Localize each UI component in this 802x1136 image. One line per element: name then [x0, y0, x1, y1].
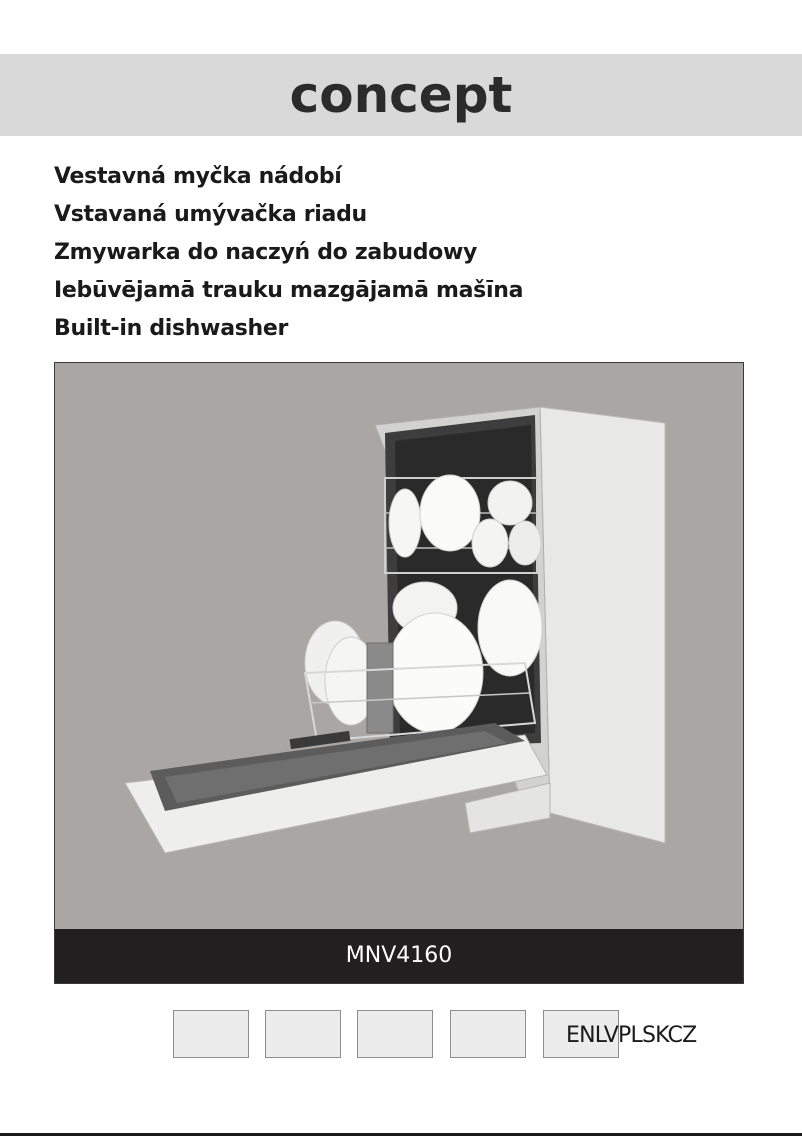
language-codes: ENLVPLSKCZ — [566, 1023, 697, 1048]
title-english: Built-in dishwasher — [54, 316, 289, 341]
language-box-3 — [357, 1010, 433, 1058]
brand-header-band — [0, 54, 802, 136]
concept-logo: concept — [289, 66, 513, 124]
language-box-1 — [173, 1010, 249, 1058]
model-number-bar: MNV4160 — [55, 929, 743, 983]
title-list — [54, 158, 754, 348]
product-photo-frame — [54, 362, 744, 984]
title-slovak: Vstavaná umývačka riadu — [54, 202, 367, 227]
language-box-2 — [265, 1010, 341, 1058]
title-czech: Vestavná myčka nádobí — [54, 164, 342, 189]
dishwasher-illustration — [55, 363, 743, 929]
language-box-4 — [450, 1010, 526, 1058]
title-latvian: Iebūvējamā trauku mazgājamā mašīna — [54, 278, 524, 303]
title-polish: Zmywarka do naczyń do zabudowy — [54, 240, 478, 265]
